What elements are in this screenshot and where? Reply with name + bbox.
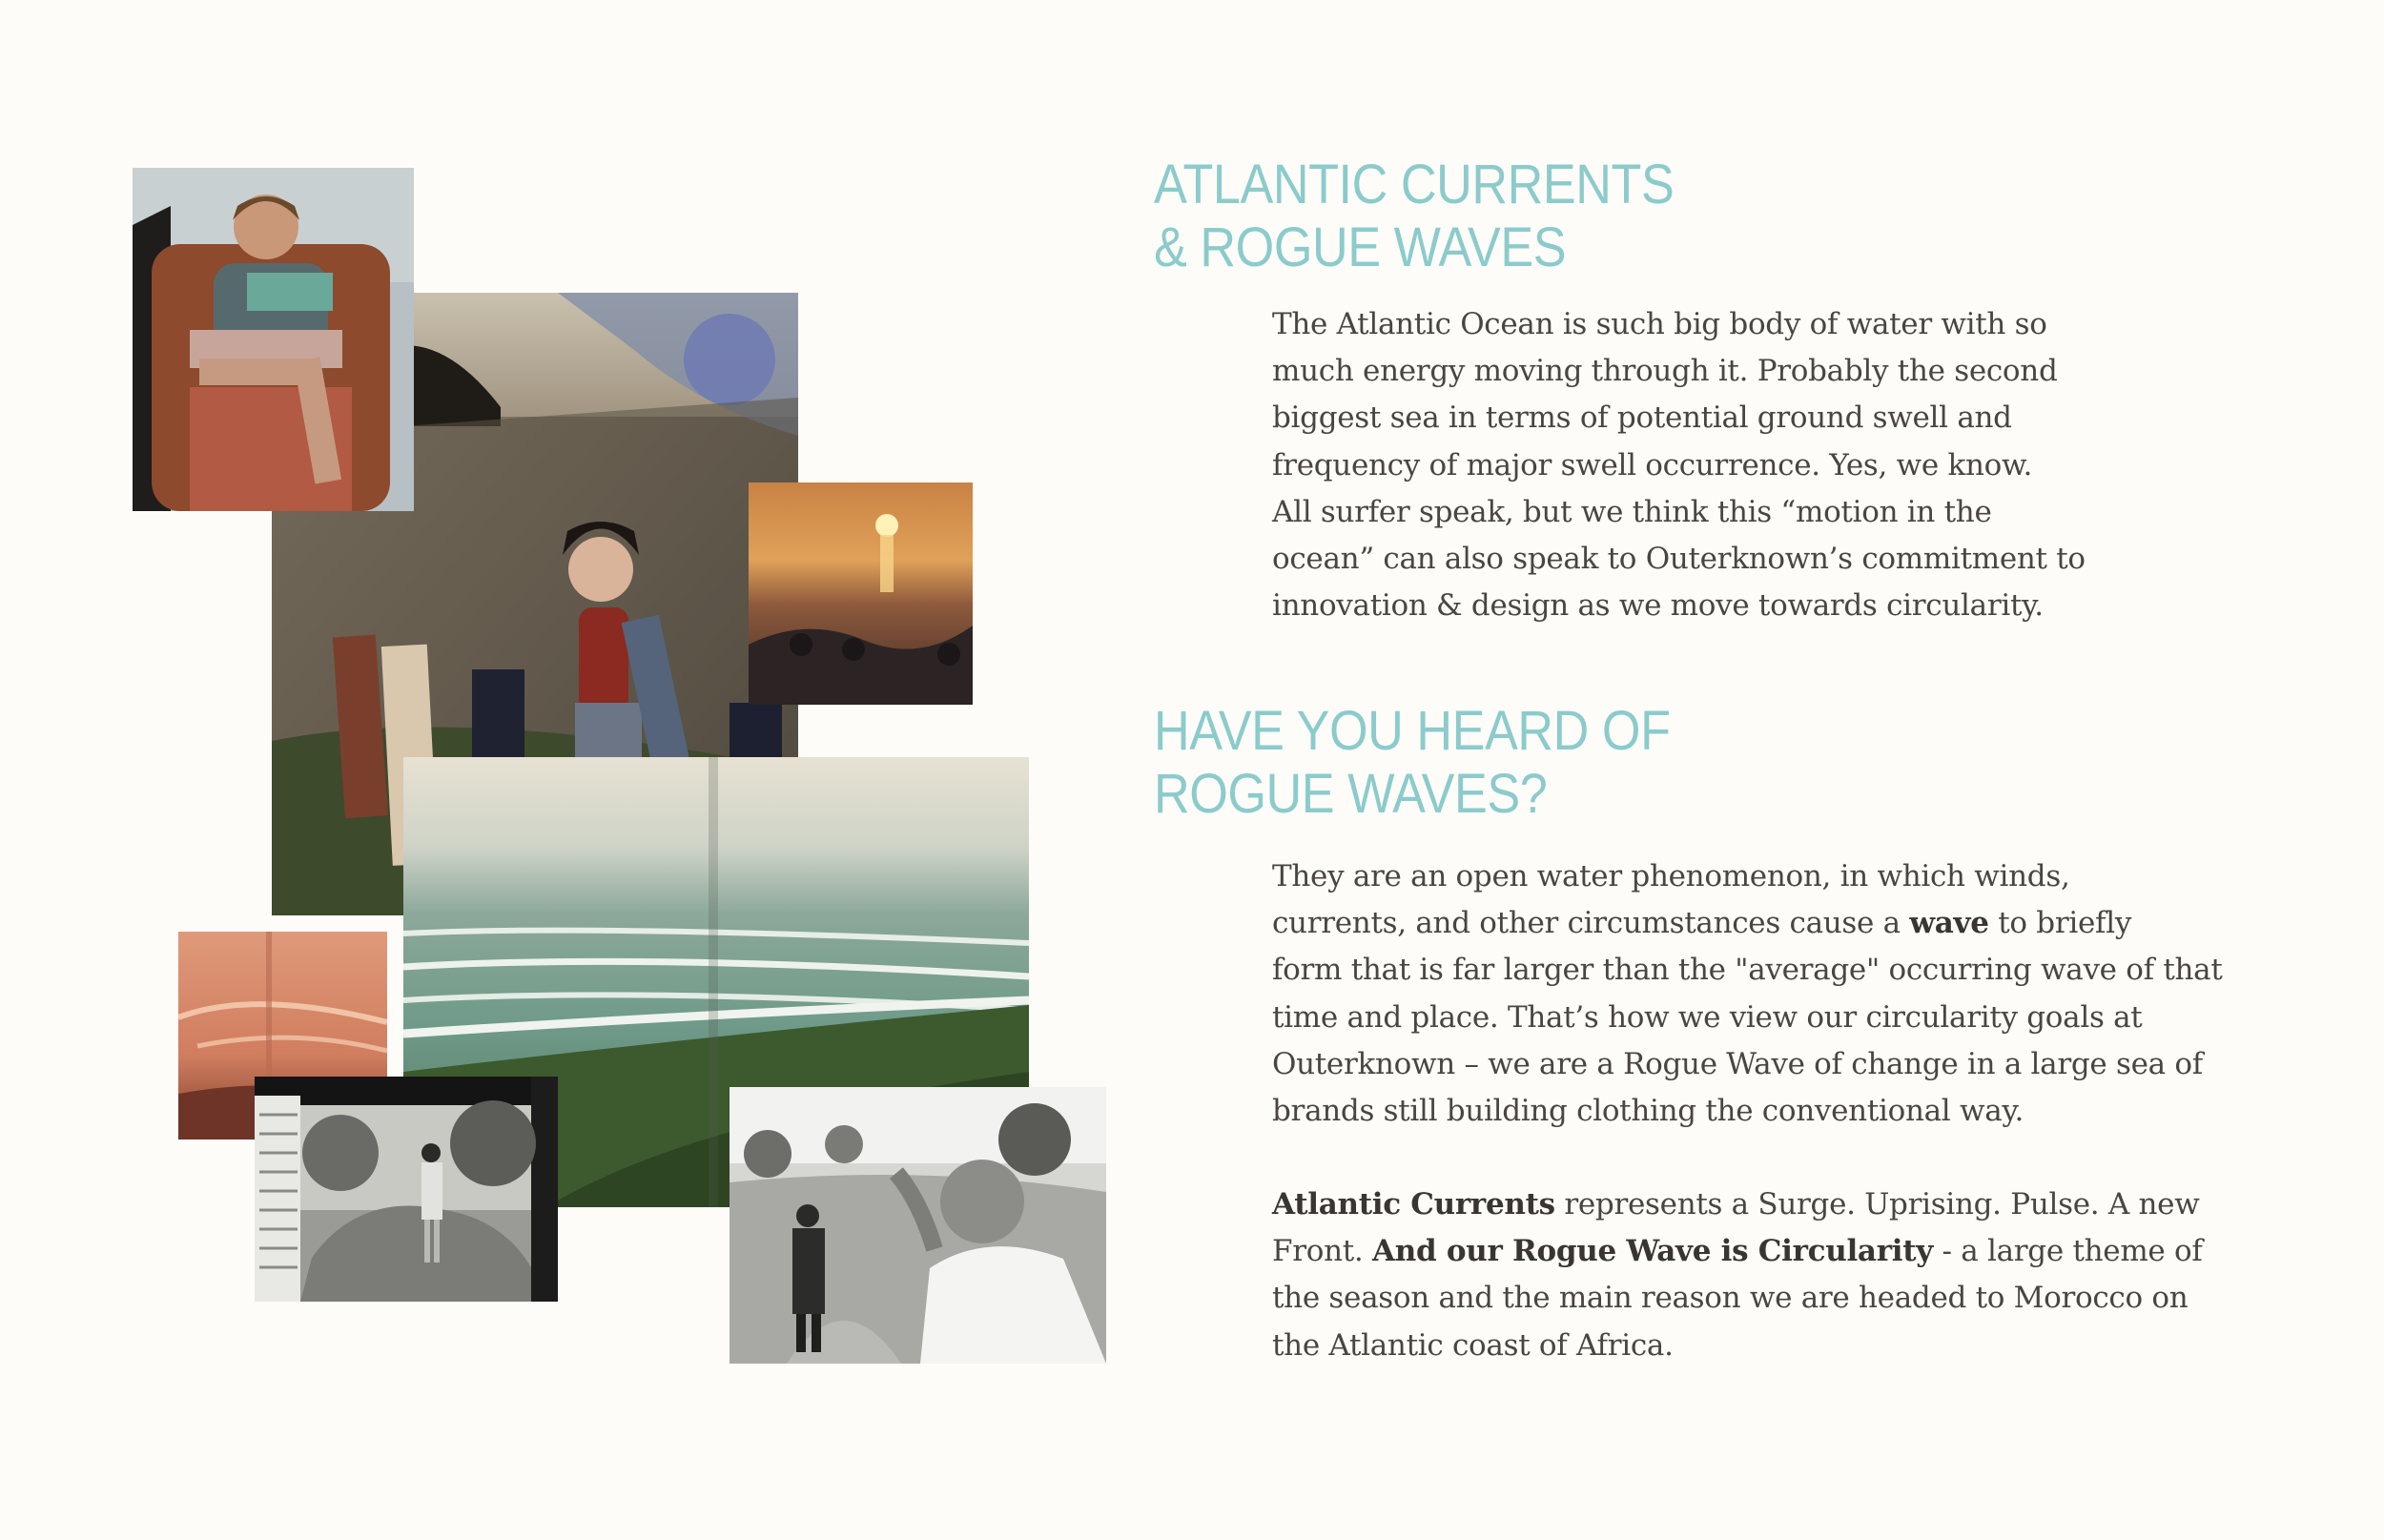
bold-atlantic-currents: Atlantic Currents (1272, 1187, 1555, 1222)
section2-paragraph-2 (1272, 1181, 2203, 1369)
section1-paragraph (1272, 301, 2086, 629)
paragraph-line: Outerknown – we are a Rogue Wave of change in a large sea of (1272, 1046, 2203, 1081)
text-run: represents a Surge. Uprising. Pulse. A new (1554, 1187, 2200, 1222)
section1-heading (1154, 154, 1674, 279)
photo-sunset-ocean (749, 483, 973, 705)
paragraph-line (1272, 1228, 2203, 1275)
paragraph-line: biggest sea in terms of potential ground swell and (1272, 400, 2012, 436)
section2-heading (1154, 700, 1671, 826)
section2-paragraph-1 (1272, 853, 2223, 1135)
section2-heading-line1: HAVE YOU HEARD OF (1154, 700, 1671, 762)
photo-bw-men-field (730, 1087, 1106, 1364)
text-run: currents, and other circumstances cause a (1272, 906, 1910, 941)
text-run: - a large theme of (1932, 1234, 2203, 1269)
paragraph-line: the Atlantic coast of Africa. (1272, 1327, 1674, 1363)
paragraph-line: form that is far larger than the "average" occurring wave of that (1272, 953, 2223, 988)
photo-bw-window (255, 1077, 558, 1302)
paragraph-line: They are an open water phenomenon, in which winds, (1272, 859, 2070, 893)
paragraph-line: much energy moving through it. Probably the second (1272, 354, 2058, 389)
section1-heading-line1: ATLANTIC CURRENTS (1154, 154, 1675, 216)
bold-rogue-wave: And our Rogue Wave is Circularity (1372, 1234, 1933, 1269)
photo-man-armchair (133, 168, 414, 511)
paragraph-line: innovation & design as we move towards circularity. (1272, 588, 2044, 624)
paragraph-line: time and place. That’s how we view our circularity goals at (1272, 999, 2143, 1035)
text-run: Front. (1272, 1234, 1373, 1269)
paragraph-line: ocean” can also speak to Outerknown’s commitment to (1272, 542, 2086, 577)
paragraph-line (1272, 1181, 2203, 1228)
paragraph-line: All surfer speak, but we think this “motion in the (1272, 494, 1992, 529)
paragraph-line: The Atlantic Ocean is such big body of water with so (1272, 307, 2047, 341)
paragraph-line (1272, 900, 2223, 947)
bold-wave: wave (1909, 906, 1989, 941)
section2-heading-line2: ROGUE WAVES? (1154, 763, 1548, 825)
text-run: to briefly (1988, 906, 2132, 941)
paragraph-line: frequency of major swell occurrence. Yes, we know. (1272, 447, 2033, 483)
paragraph-line: brands still building clothing the conventional way. (1272, 1094, 2024, 1129)
section1-heading-line2: & ROGUE WAVES (1154, 216, 1567, 278)
paragraph-line: the season and the main reason we are headed to Morocco on (1272, 1281, 2189, 1316)
